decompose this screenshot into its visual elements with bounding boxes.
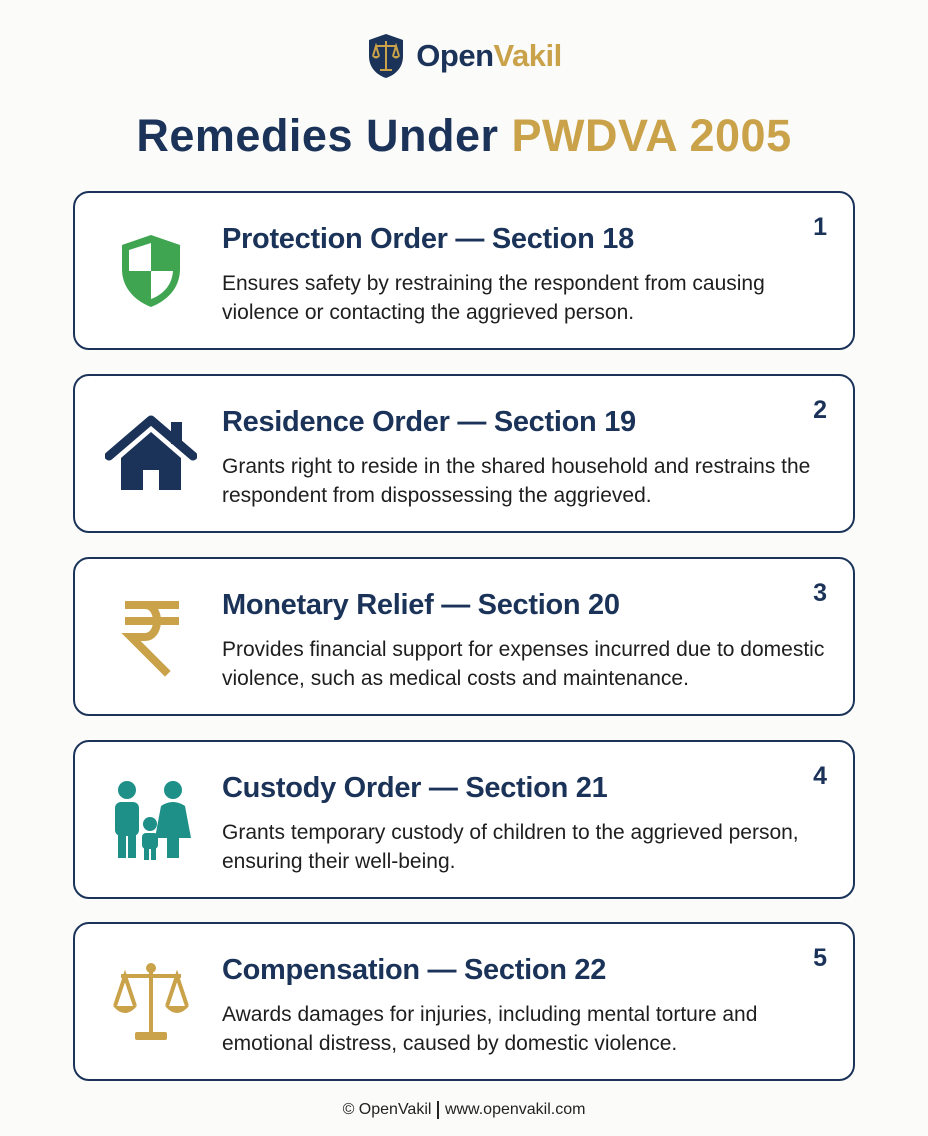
footer-divider bbox=[437, 1101, 439, 1119]
house-icon bbox=[103, 414, 199, 494]
scales-icon bbox=[103, 962, 199, 1042]
shield-icon bbox=[103, 231, 199, 311]
remedy-card-compensation bbox=[73, 922, 855, 1081]
remedy-number: 4 bbox=[813, 762, 827, 790]
remedy-card-custody bbox=[73, 740, 855, 899]
family-icon bbox=[103, 780, 199, 860]
remedy-title: Monetary Relief — Section 20 bbox=[222, 589, 620, 621]
title-part1: Remedies Under bbox=[136, 110, 512, 161]
brand-logo bbox=[0, 32, 928, 80]
remedy-description: Grants right to reside in the shared household and restrains the respondent from dispossessing the aggrieved. bbox=[222, 455, 811, 507]
remedy-number: 2 bbox=[813, 396, 827, 424]
remedy-title: Custody Order — Section 21 bbox=[222, 772, 608, 804]
remedy-description: Grants temporary custody of children to the aggrieved person, ensuring their well-being. bbox=[222, 821, 799, 873]
remedy-title: Residence Order — Section 19 bbox=[222, 406, 636, 438]
remedy-description: Ensures safety by restraining the respondent from causing violence or contacting the aggrieved person. bbox=[222, 272, 765, 324]
rupee-icon bbox=[103, 597, 199, 677]
brand-name bbox=[416, 38, 561, 74]
remedy-description: Awards damages for injuries, including mental torture and emotional distress, caused by domestic violence. bbox=[222, 1003, 758, 1055]
title-highlight: PWDVA 2005 bbox=[511, 110, 792, 161]
remedy-card-residence bbox=[73, 374, 855, 533]
remedy-number: 5 bbox=[813, 944, 827, 972]
page-title bbox=[0, 110, 928, 162]
remedy-card-protection bbox=[73, 191, 855, 350]
remedy-card-monetary bbox=[73, 557, 855, 716]
footer-website-link[interactable]: www.openvakil.com bbox=[444, 1101, 586, 1119]
brand-name-part1: Open bbox=[416, 38, 494, 73]
shield-scales-logo-icon bbox=[366, 32, 406, 80]
footer-copyright: © OpenVakil bbox=[342, 1101, 432, 1119]
remedy-description: Provides financial support for expenses incurred due to domestic violence, such as medical costs and maintenance. bbox=[222, 638, 825, 690]
footer bbox=[0, 1101, 928, 1119]
remedy-title: Compensation — Section 22 bbox=[222, 954, 607, 986]
remedy-number: 3 bbox=[813, 579, 827, 607]
brand-name-part2: Vakil bbox=[493, 38, 562, 73]
remedy-number: 1 bbox=[813, 213, 827, 241]
remedy-title: Protection Order — Section 18 bbox=[222, 223, 634, 255]
